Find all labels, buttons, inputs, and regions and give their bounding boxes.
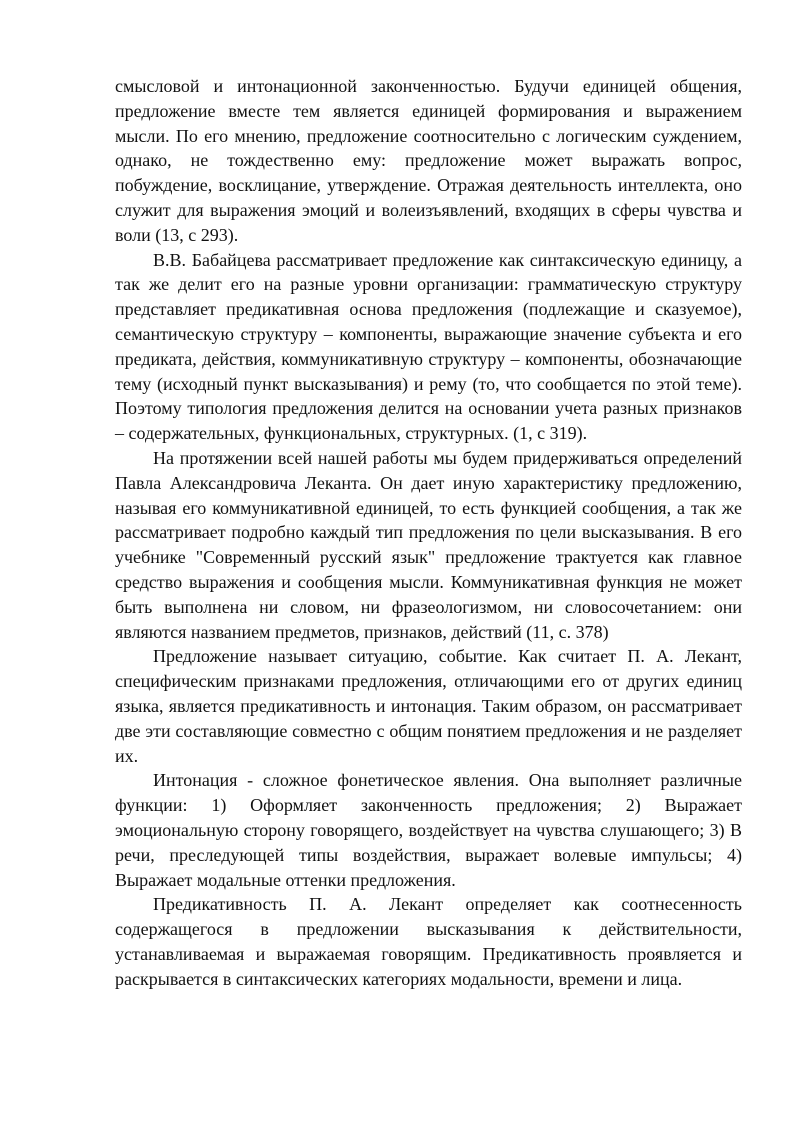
paragraph-2: В.В. Бабайцева рассматривает предложение как синтаксическую единицу, а так же делит его на разные уровни организации: грамматическую структуру представляет предикативная основа предложения (подлежащие и сказуемое), семантическую структуру – компоненты, выражающие значение субъекта и его предиката, действия, коммуникативную структуру – компоненты, обозначающие тему (исходный пункт высказывания) и рему (то, что сообщается по этой теме). Поэтому типология предложения делится на основании учета разных признаков – содержательных, функциональных, структурных. (1, с 319). <box>115 249 742 444</box>
paragraph-3: На протяжении всей нашей работы мы будем придерживаться определений Павла Александровича Леканта. Он дает иную характеристику предложению, называя его коммуникативной единицей, то есть функцией сообщения, а так же рассматривает подробно каждый тип предложения по цели высказывания. В его учебнике "Современный русский язык" предложение трактуется как главное средство выражения и сообщения мысли. Коммуникативная функция не может быть выполнена ни словом, ни фразеологизмом, ни словосочетанием: они являются названием предметов, признаков, действий (11, с. 378) <box>115 447 742 642</box>
paragraph-5: Интонация - сложное фонетическое явления. Она выполняет различные функции: 1) Оформляет законченность предложения; 2) Выражает эмоциональную сторону говорящего, воздействует на чувства слушающего; 3) В речи, преследующей типы воздействия, выражает волевые импульсы; 4) Выражает модальные оттенки предложения. <box>115 770 742 890</box>
paragraph-1: смысловой и интонационной законченностью. Будучи единицей общения, предложение вместе тем является единицей формирования и выражением мысли. По его мнению, предложение соотносительно с логическим суждением, однако, не тождественно ему: предложение может выражать вопрос, побуждение, восклицание, утверждение. Отражая деятельность интеллекта, оно служит для выражения эмоций и волеизъявлений, входящих в сферы чувства и воли (13, с 293). <box>115 76 742 245</box>
paragraph-6: Предикативность П. А. Лекант определяет как соотнесенность содержащегося в предложении высказывания к действительности, устанавливаемая и выражаемая говорящим. Предикативность проявляется и раскрывается в синтаксических категориях модальности, времени и лица. <box>115 894 742 989</box>
paragraph-4: Предложение называет ситуацию, событие. Как считает П. А. Лекант, специфическим признаками предложения, отличающими его от других единиц языка, является предикативность и интонация. Таким образом, он рассматривает две эти составляющие совместно с общим понятием предложения и не разделяет их. <box>115 646 742 766</box>
document-page <box>115 74 742 991</box>
